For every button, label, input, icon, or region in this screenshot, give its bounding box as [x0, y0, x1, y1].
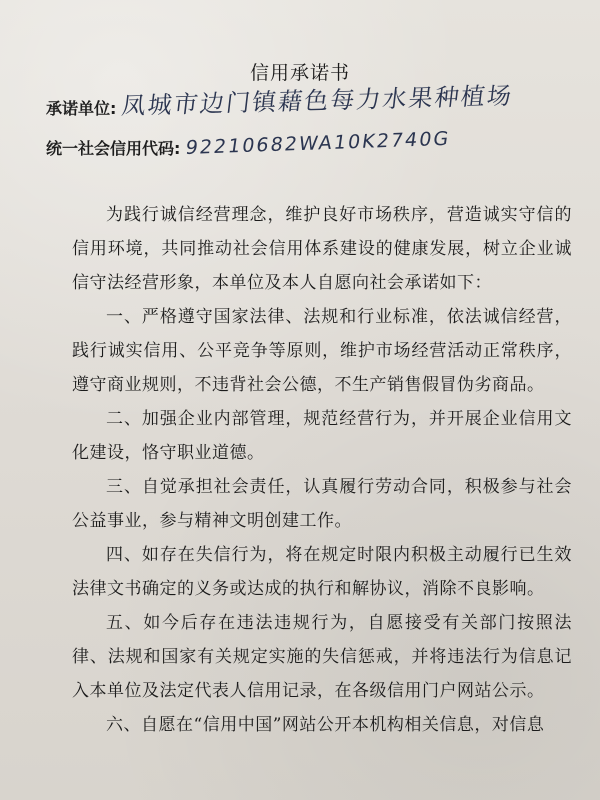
- document-title: 信用承诺书: [249, 62, 350, 84]
- document-body: [72, 198, 572, 742]
- commitment-paragraph-6: 六、自愿在“信用中国”网站公开本机构相关信息，对信息: [106, 715, 545, 735]
- credit-code-row: [46, 127, 586, 159]
- commitment-paragraph-2: 二、加强企业内部管理，规范经营行为，并开展企业信用文化建设，恪守职业道德。: [72, 409, 572, 463]
- credit-code-label: 统一社会信用代码:: [46, 139, 181, 158]
- promise-unit-row: [46, 81, 586, 121]
- promise-unit-handwritten-value: 凤城市边门镇藉色每力水果种植场: [120, 81, 516, 121]
- commitment-paragraph-3: 三、自觉承担社会责任，认真履行劳动合同，积极参与社会公益事业，参与精神文明创建工作。: [72, 477, 572, 531]
- commitment-paragraph-1: 一、严格遵守国家法律、法规和行业标准，依法诚信经营，践行诚实信用、公平竞争等原则，维护市场经营活动正常秩序，遵守商业规则，不违背社会公德，不生产销售假冒伪劣商品。: [72, 307, 572, 395]
- commitment-paragraph-5: 五、如今后存在违法违规行为，自愿接受有关部门按照法律、法规和国家有关规定实施的失信惩戒，并将违法行为信息记入本单位及法定代表人信用记录，在各级信用门户网站公示。: [72, 613, 572, 701]
- promise-unit-label: 承诺单位:: [46, 99, 117, 118]
- commitment-paragraph-4: 四、如存在失信行为，将在规定时限内积极主动履行已生效法律文书确定的义务或达成的执行和解协议，消除不良影响。: [72, 545, 572, 599]
- credit-code-handwritten-value: 92210682WA10K2740G: [184, 127, 453, 159]
- intro-paragraph: 为践行诚信经营理念，维护良好市场秩序，营造诚实守信的信用环境，共同推动社会信用体系建设的健康发展，树立企业诚信守法经营形象，本单位及本人自愿向社会承诺如下：: [72, 205, 572, 293]
